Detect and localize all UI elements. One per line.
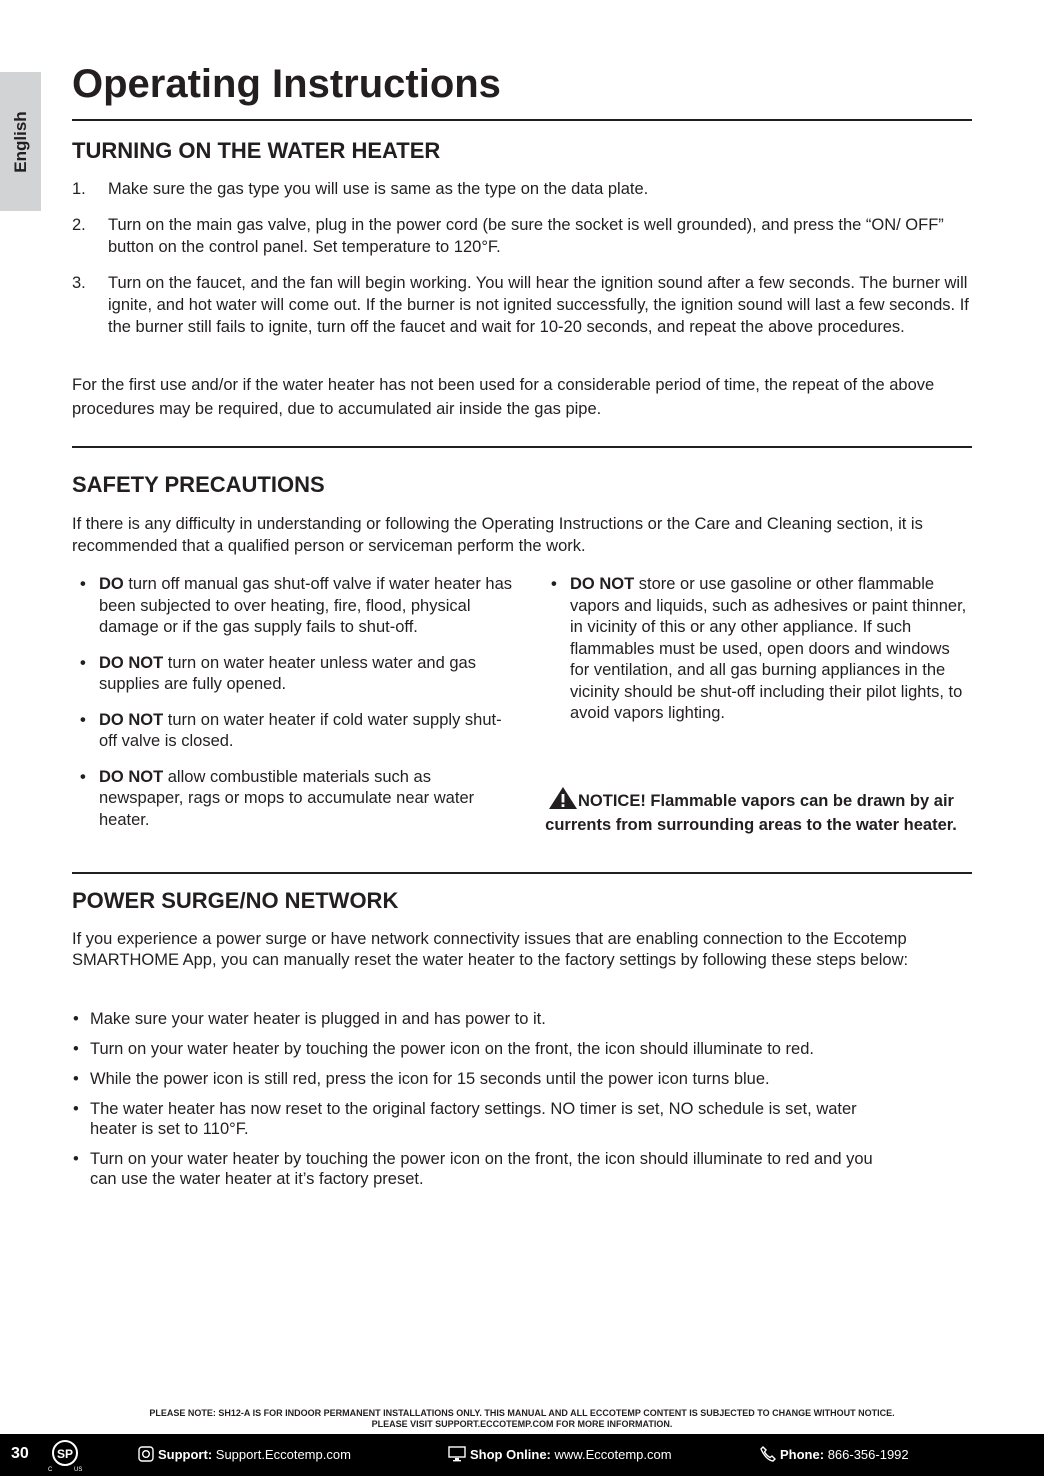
svg-text:US: US	[74, 1467, 83, 1472]
safety-item	[72, 767, 516, 832]
shop-label: Shop Online:	[470, 1447, 551, 1462]
monitor-icon	[448, 1446, 466, 1462]
section-title-turning-on: TURNING ON THE WATER HEATER	[72, 138, 441, 163]
section-divider	[72, 446, 972, 448]
step-number: 3.	[72, 274, 86, 292]
installation-note-line2: PLEASE VISIT SUPPORT.ECCOTEMP.COM FOR MORE INFORMATION.	[371, 1419, 673, 1429]
installation-note	[0, 1408, 1044, 1430]
reset-step: • Make sure your water heater is plugged in and has power to it.	[72, 1009, 902, 1029]
first-use-note: For the first use and/or if the water heater has not been used for a considerable period of time, the repeat of the above procedures may be required, due to accumulated air inside the gas pipe.	[72, 376, 935, 418]
step-item	[72, 214, 974, 258]
page-title: Operating Instructions	[72, 62, 501, 106]
safety-item-lead: DO NOT	[99, 767, 164, 786]
warning-icon	[548, 786, 578, 810]
reset-step: • Turn on your water heater by touching the power icon on the front, the icon should illuminate to red.	[72, 1039, 902, 1059]
reset-step: • The water heater has now reset to the original factory settings. NO timer is set, NO schedule is set, water heater is set to 110°F.	[72, 1099, 902, 1139]
page-number: 30	[11, 1445, 29, 1462]
title-divider	[72, 119, 972, 121]
section-divider	[72, 872, 972, 874]
safety-item-lead: DO	[99, 575, 124, 593]
support-link[interactable]: Support.Eccotemp.com	[215, 1447, 351, 1462]
safety-item	[72, 710, 516, 753]
safety-item	[543, 574, 973, 725]
safety-item-text: turn on water heater if cold water supply shut-off valve is closed.	[99, 710, 502, 750]
safety-item-text: turn off manual gas shut-off valve if water heater has been subjected to over heating, fire, flood, physical damage or if the gas supply fails to shut-off.	[99, 575, 513, 636]
phone-number[interactable]: 866-356-1992	[827, 1447, 909, 1462]
step-item	[72, 178, 974, 200]
footer-phone[interactable]	[760, 1446, 909, 1462]
shop-link[interactable]: www.Eccotemp.com	[554, 1447, 672, 1462]
installation-note-line1: PLEASE NOTE: SH12-A IS FOR INDOOR PERMANENT INSTALLATIONS ONLY. THIS MANUAL AND ALL ECCOTEMP CONTENT IS SUBJECTED TO CHANGE WITHOUT NOTICE.	[149, 1408, 895, 1418]
phone-icon	[760, 1446, 776, 1462]
language-label: English	[10, 110, 30, 173]
page-footer	[0, 1434, 1044, 1476]
flammable-notice	[524, 786, 978, 837]
step-text: Turn on the main gas valve, plug in the power cord (be sure the socket is well grounded), and press the “ON/ OFF” button on the control panel. Set temperature to 120°F.	[108, 216, 944, 256]
safety-item	[72, 653, 516, 696]
safety-item-text: store or use gasoline or other flammable vapors and liquids, such as adhesives or paint thinner, in vicinity of this or any other appliance. If such flammables must be used, open doors and windows for ventilation, and all gas burning appliances in the vicinity should be shut-off including their pilot lights, to avoid vapors lighting.	[570, 575, 967, 722]
svg-text:SP: SP	[56, 1447, 74, 1461]
step-number: 1.	[72, 180, 86, 198]
notice-text: NOTICE! Flammable vapors can be drawn by air currents from surrounding areas to the water heater.	[545, 792, 957, 834]
safety-left-list	[72, 574, 516, 845]
reset-step: • Turn on your water heater by touching the power icon on the front, the icon should illuminate to red and you can use the water heater at it’s factory preset.	[72, 1149, 902, 1189]
safety-right-list	[543, 574, 973, 739]
power-surge-intro: If you experience a power surge or have network connectivity issues that are enabling connection to the Eccotemp SMARTHOME App, you can manually reset the water heater to the factory settings by following these steps below:	[72, 930, 909, 969]
reset-steps-list	[72, 1009, 902, 1199]
safety-item-lead: DO NOT	[570, 575, 635, 593]
step-item	[72, 272, 974, 338]
safety-intro: If there is any difficulty in understanding or following the Operating Instructions or the Care and Cleaning section, it is recommended that a qualified person or serviceman perform the work.	[72, 515, 923, 555]
step-number: 2.	[72, 216, 86, 234]
footer-support[interactable]	[138, 1446, 351, 1462]
section-title-power-surge: POWER SURGE/NO NETWORK	[72, 888, 399, 913]
step-text: Make sure the gas type you will use is same as the type on the data plate.	[108, 180, 649, 198]
reset-step: • While the power icon is still red, press the icon for 15 seconds until the power icon turns blue.	[72, 1069, 902, 1089]
step-text: Turn on the faucet, and the fan will begin working. You will hear the ignition sound after a few seconds. The burner will ignite, and hot water will come out. If the burner is not ignited successfully, the ignition sound will last a few seconds. If the burner still fails to ignite, turn off the faucet and wait for 10-20 seconds, and repeat the above procedures.	[108, 274, 969, 336]
support-icon	[138, 1446, 154, 1462]
safety-item	[72, 574, 516, 639]
csa-certification-icon	[47, 1438, 83, 1472]
safety-item-text: allow combustible materials such as newspaper, rags or mops to accumulate near water heater.	[99, 767, 475, 829]
safety-item-text: turn on water heater unless water and gas supplies are fully opened.	[99, 653, 476, 693]
footer-shop[interactable]	[448, 1446, 672, 1462]
section-title-safety: SAFETY PRECAUTIONS	[72, 472, 325, 497]
svg-text:C: C	[48, 1467, 53, 1472]
support-label: Support:	[158, 1447, 213, 1462]
safety-item-lead: DO NOT	[99, 710, 164, 729]
language-tab	[0, 72, 41, 211]
turning-on-steps	[72, 178, 974, 352]
safety-item-lead: DO NOT	[99, 653, 164, 672]
phone-label: Phone:	[780, 1447, 825, 1462]
